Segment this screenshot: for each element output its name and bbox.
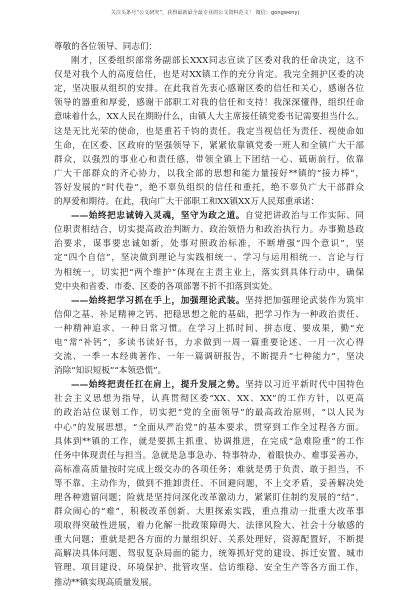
paragraph-line: 生命，在区委、区政府的坚强领导下，紧紧依靠镇党委一班人和全镇广大干部 xyxy=(54,140,364,151)
paragraph-line: 推动**镇实现高质量发展。 xyxy=(54,577,158,588)
paragraph-line: 答好发展的“时代卷”，绝不辜负组织的信任和重托，绝不辜负广大干部群众 xyxy=(54,182,364,193)
paragraph-line: 为相统一，切实把“两个维护”体现在主责主业上，落实到具体行动中，确保 xyxy=(54,267,364,278)
paragraph-line: 重大问题；重就是把各方面的力量组织好、关系处理好，资源配置好，不断提 xyxy=(54,535,364,546)
paragraph xyxy=(54,294,364,379)
paragraph xyxy=(54,54,364,209)
paragraph-line: 广大干部群众的齐心协力，以我全部的思想和能力量接好**镇的“接力棒”， xyxy=(54,168,364,179)
paragraph-line: 意味着什么，XX人民在期盼什么，由镇人大主席接任镇党委书记需要担当什么。 xyxy=(54,112,364,123)
paragraph-line: 定“四个自信”，坚决做到理论与实践相统一、学习与运用相统一、言论与行 xyxy=(54,253,364,264)
paragraph-line: 一种精神追求、一种日常习惯。在学习上抓时间、拼态度、要成果，勤“充 xyxy=(54,323,364,334)
paragraph-line: 这是无比光荣的使命，也是重若千钧的责任。我定当视信任为责任、视使命如 xyxy=(54,126,364,137)
page-header-banner: 关注头条号“公文研究”，获得最新最全最专业的公文资料范文！ 微信：gongwenyj xyxy=(110,10,300,16)
paragraph-lead-rest: 坚持以习近平新时代中国特色 xyxy=(245,380,364,391)
salutation: 尊敬的各位领导、同志们： xyxy=(54,42,158,52)
paragraph-line: 的厚爱和期待。在此，我向广大干部职工和XX镇XX万人民郑重承诺： xyxy=(54,197,320,208)
paragraph-line: 定，坚决服从组织的安排。在此我首先衷心感谢区委的信任和关心，感谢各位 xyxy=(54,84,364,95)
paragraph-line: 交流、一季一本经典著作、一年一篇调研报告，不断提升“七种能力”，坚决 xyxy=(54,352,364,363)
paragraph-line: 高标准高质量按时完成上级交办的各项任务；难就是勇于负责、敢于担当，不 xyxy=(54,464,364,475)
paragraph-line: 位职责相结合，切实提高政治判断力、政治领悟力和政治执行力。办事勤恳政 xyxy=(54,225,364,236)
paragraph-line: 群众闹心的“难”，积极改革创新、大胆探索实践，重点推动一批重大改革事 xyxy=(54,507,364,518)
paragraph-line: 社会主义思想为指导，认真贯彻区委“XX、XX、XX”的工作方针，以更高 xyxy=(54,394,364,405)
paragraph-lead-phrase: ——始终把责任扛在肩上，提升发展之势。 xyxy=(71,380,246,391)
paragraph-lead-line xyxy=(54,294,364,308)
paragraph-lead-phrase: ——始终把学习抓在手上，加强理论武装。 xyxy=(71,295,246,306)
paragraph-lead-rest: 自觉把讲政治与工作实际、同 xyxy=(245,211,364,222)
paragraph-line: 群众，以强烈的事业心和责任感，带领全镇上下团结一心、砥砺前行，依靠 xyxy=(54,154,364,165)
paragraph-line: 治要求，谋事要忠诚如新，处事对照政治标准，不断增强“四个意识”，坚 xyxy=(54,239,364,250)
paragraph-line: 等不靠、主动作为，做到不推卸责任、不回避问题，不上交矛盾，妥善解决处 xyxy=(54,478,364,489)
paragraph-line: 领导的器重和厚爱，感谢干部职工对我的信任和支持！我深深懂得，组织任命 xyxy=(54,98,364,109)
paragraph-line: 消除“知识短板”“本领恐慌”。 xyxy=(54,366,167,377)
paragraphs-container xyxy=(54,54,364,590)
paragraph-lead-phrase: ——始终把忠诚铸入灵魂，坚守为政之道。 xyxy=(71,211,246,222)
paragraph-lead-line xyxy=(54,209,364,223)
paragraph-line: 仅是对我个人的高度信任，也是对XX镇工作的充分肯定。我完全拥护区委的决 xyxy=(54,70,364,81)
paragraph-line: 任务中体现责任与担当。急就是急事急办、特事特办，着眼快办、难事妥善办， xyxy=(54,450,364,461)
paragraph-line: 项取得突破性进展，着力化解一批政策障碍大、法律风险大、社会十分敏感的 xyxy=(54,521,364,532)
paragraph-line: 管理、项目建设、环境保护、批管攻坚、信访维稳、安全生产等各方面工作， xyxy=(54,563,364,574)
paragraph-line: 高解决具体问题、驾驭复杂局面的能力，统筹抓好党的建设、拆迁安置、城市 xyxy=(54,549,364,560)
paragraph-lead-line xyxy=(54,378,364,392)
paragraph-line: 党中央和省委、市委、区委的各项部署不折不扣落到实处。 xyxy=(54,281,278,292)
paragraph-line: 的政治站位谋划工作，切实把“党的全面领导”的最高政治原则，“以人民为 xyxy=(54,408,364,419)
paragraph-line: 电”常“补钙”，多读书读好书，力求做到一周一篇重要论述、一月一次心得 xyxy=(54,337,364,348)
paragraph-first-line: 刚才，区委组织部常务副部长XXX同志宣读了区委对我的任命决定，这不 xyxy=(71,56,364,67)
paragraph-line: 中心”的发展思想，“全面从严治党”的基本要求，贯穿到工作全过程各方面。 xyxy=(54,422,364,433)
paragraph xyxy=(54,209,364,294)
paragraph-line: 信仰之基、补足精神之钙、把稳思想之舵的基础，把学习作为一种政治责任、 xyxy=(54,309,364,320)
paragraph-line: 理各种遗留问题；险就是坚持问深化改革激动力，紧紧盯住制约发展的“结”、 xyxy=(54,493,364,503)
paragraph-lead-rest: 坚持把加强理论武装作为筑牢 xyxy=(245,295,364,306)
paragraph-line: 具体到**镇的工作，就是要抓主抓重、协调推进，在完成“急难险重”的工作 xyxy=(54,436,364,447)
document-body xyxy=(54,40,364,590)
paragraph xyxy=(54,378,364,589)
